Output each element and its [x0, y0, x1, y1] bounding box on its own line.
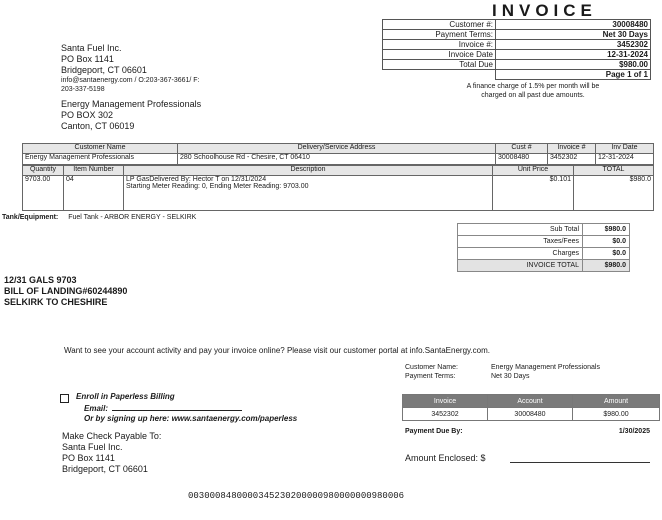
paperless-checkbox[interactable]	[60, 394, 69, 403]
vendor-address: Santa Fuel Inc. PO Box 1141 Bridgeport, CT 06601	[61, 43, 147, 75]
table-header-row: Invoice Account Amount	[403, 395, 660, 408]
totals-row: Charges $0.0	[458, 248, 630, 260]
invoice-summary-table	[382, 19, 651, 80]
summary-row: Payment Terms: Net 30 Days	[383, 30, 651, 40]
table-row: 9703.00 04 LP GasDelivered By: Hector T on 12/31/2024 Starting Meter Reading: 0, Ending Meter Reading: 9703.00 $0.101 $980.0	[23, 176, 654, 211]
summary-row: Invoice #: 3452302	[383, 40, 651, 50]
customer-info-table	[22, 143, 654, 165]
totals-row: Taxes/Fees $0.0	[458, 236, 630, 248]
portal-message: Want to see your account activity and pay your invoice online? Please visit our customer portal at info.SantaEnergy.com.	[64, 346, 490, 355]
summary-row: Customer #: 30008480	[383, 20, 651, 30]
table-row: Energy Management Professionals 280 Schoolhouse Rd - Chesire, CT 06410 30008480 3452302 12-31-2024	[23, 154, 654, 165]
totals-table	[457, 223, 630, 272]
totals-row: INVOICE TOTAL $980.0	[458, 260, 630, 272]
delivery-notes: 12/31 GALS 9703 BILL OF LANDING#60244890 SELKIRK TO CHESHIRE	[4, 275, 128, 307]
finance-charge-note: A finance charge of 1.5% per month will be charged on all past due amounts.	[466, 83, 600, 99]
bill-to-address: Energy Management Professionals PO BOX 302 Canton, CT 06019	[61, 99, 202, 131]
line-items-table	[22, 165, 654, 211]
summary-row: Invoice Date 12-31-2024	[383, 50, 651, 60]
email-field[interactable]	[112, 402, 242, 411]
scanline-number: 0030008480000345230200000980000000980006	[188, 491, 405, 501]
amount-enclosed-label: Amount Enclosed: $	[405, 453, 486, 463]
tank-equipment: Tank/Equipment: Fuel Tank - ARBOR ENERGY - SELKIRK	[2, 214, 197, 221]
check-payable-address: Make Check Payable To: Santa Fuel Inc. PO Box 1141 Bridgeport, CT 06601	[62, 431, 162, 474]
remit-info: Customer Name: Energy Management Professionals Payment Terms: Net 30 Days	[405, 364, 600, 380]
payment-due-date: 1/30/2025	[618, 428, 650, 435]
totals-row: Sub Total $980.0	[458, 224, 630, 236]
summary-row: Total Due $980.00	[383, 60, 651, 70]
amount-enclosed-field[interactable]	[510, 462, 650, 463]
payment-table	[402, 394, 660, 421]
table-row: 3452302 30008480 $980.00	[403, 408, 660, 421]
invoice-title: INVOICE	[492, 1, 597, 20]
paperless-enrollment: Enroll in Paperless Billing Email: Or by signing up here: www.santaenergy.com/paperless	[76, 392, 298, 423]
table-header-row: Customer Name Delivery/Service Address Cust # Invoice # Inv Date	[23, 144, 654, 154]
page-count-row: Page 1 of 1	[383, 70, 651, 80]
payment-due-label: Payment Due By:	[405, 428, 463, 435]
table-header-row: Quantity Item Number Description Unit Price TOTAL	[23, 166, 654, 176]
vendor-contact: info@santaenergy.com / O:203-367-3661/ F: 203-337-5198	[61, 77, 200, 93]
